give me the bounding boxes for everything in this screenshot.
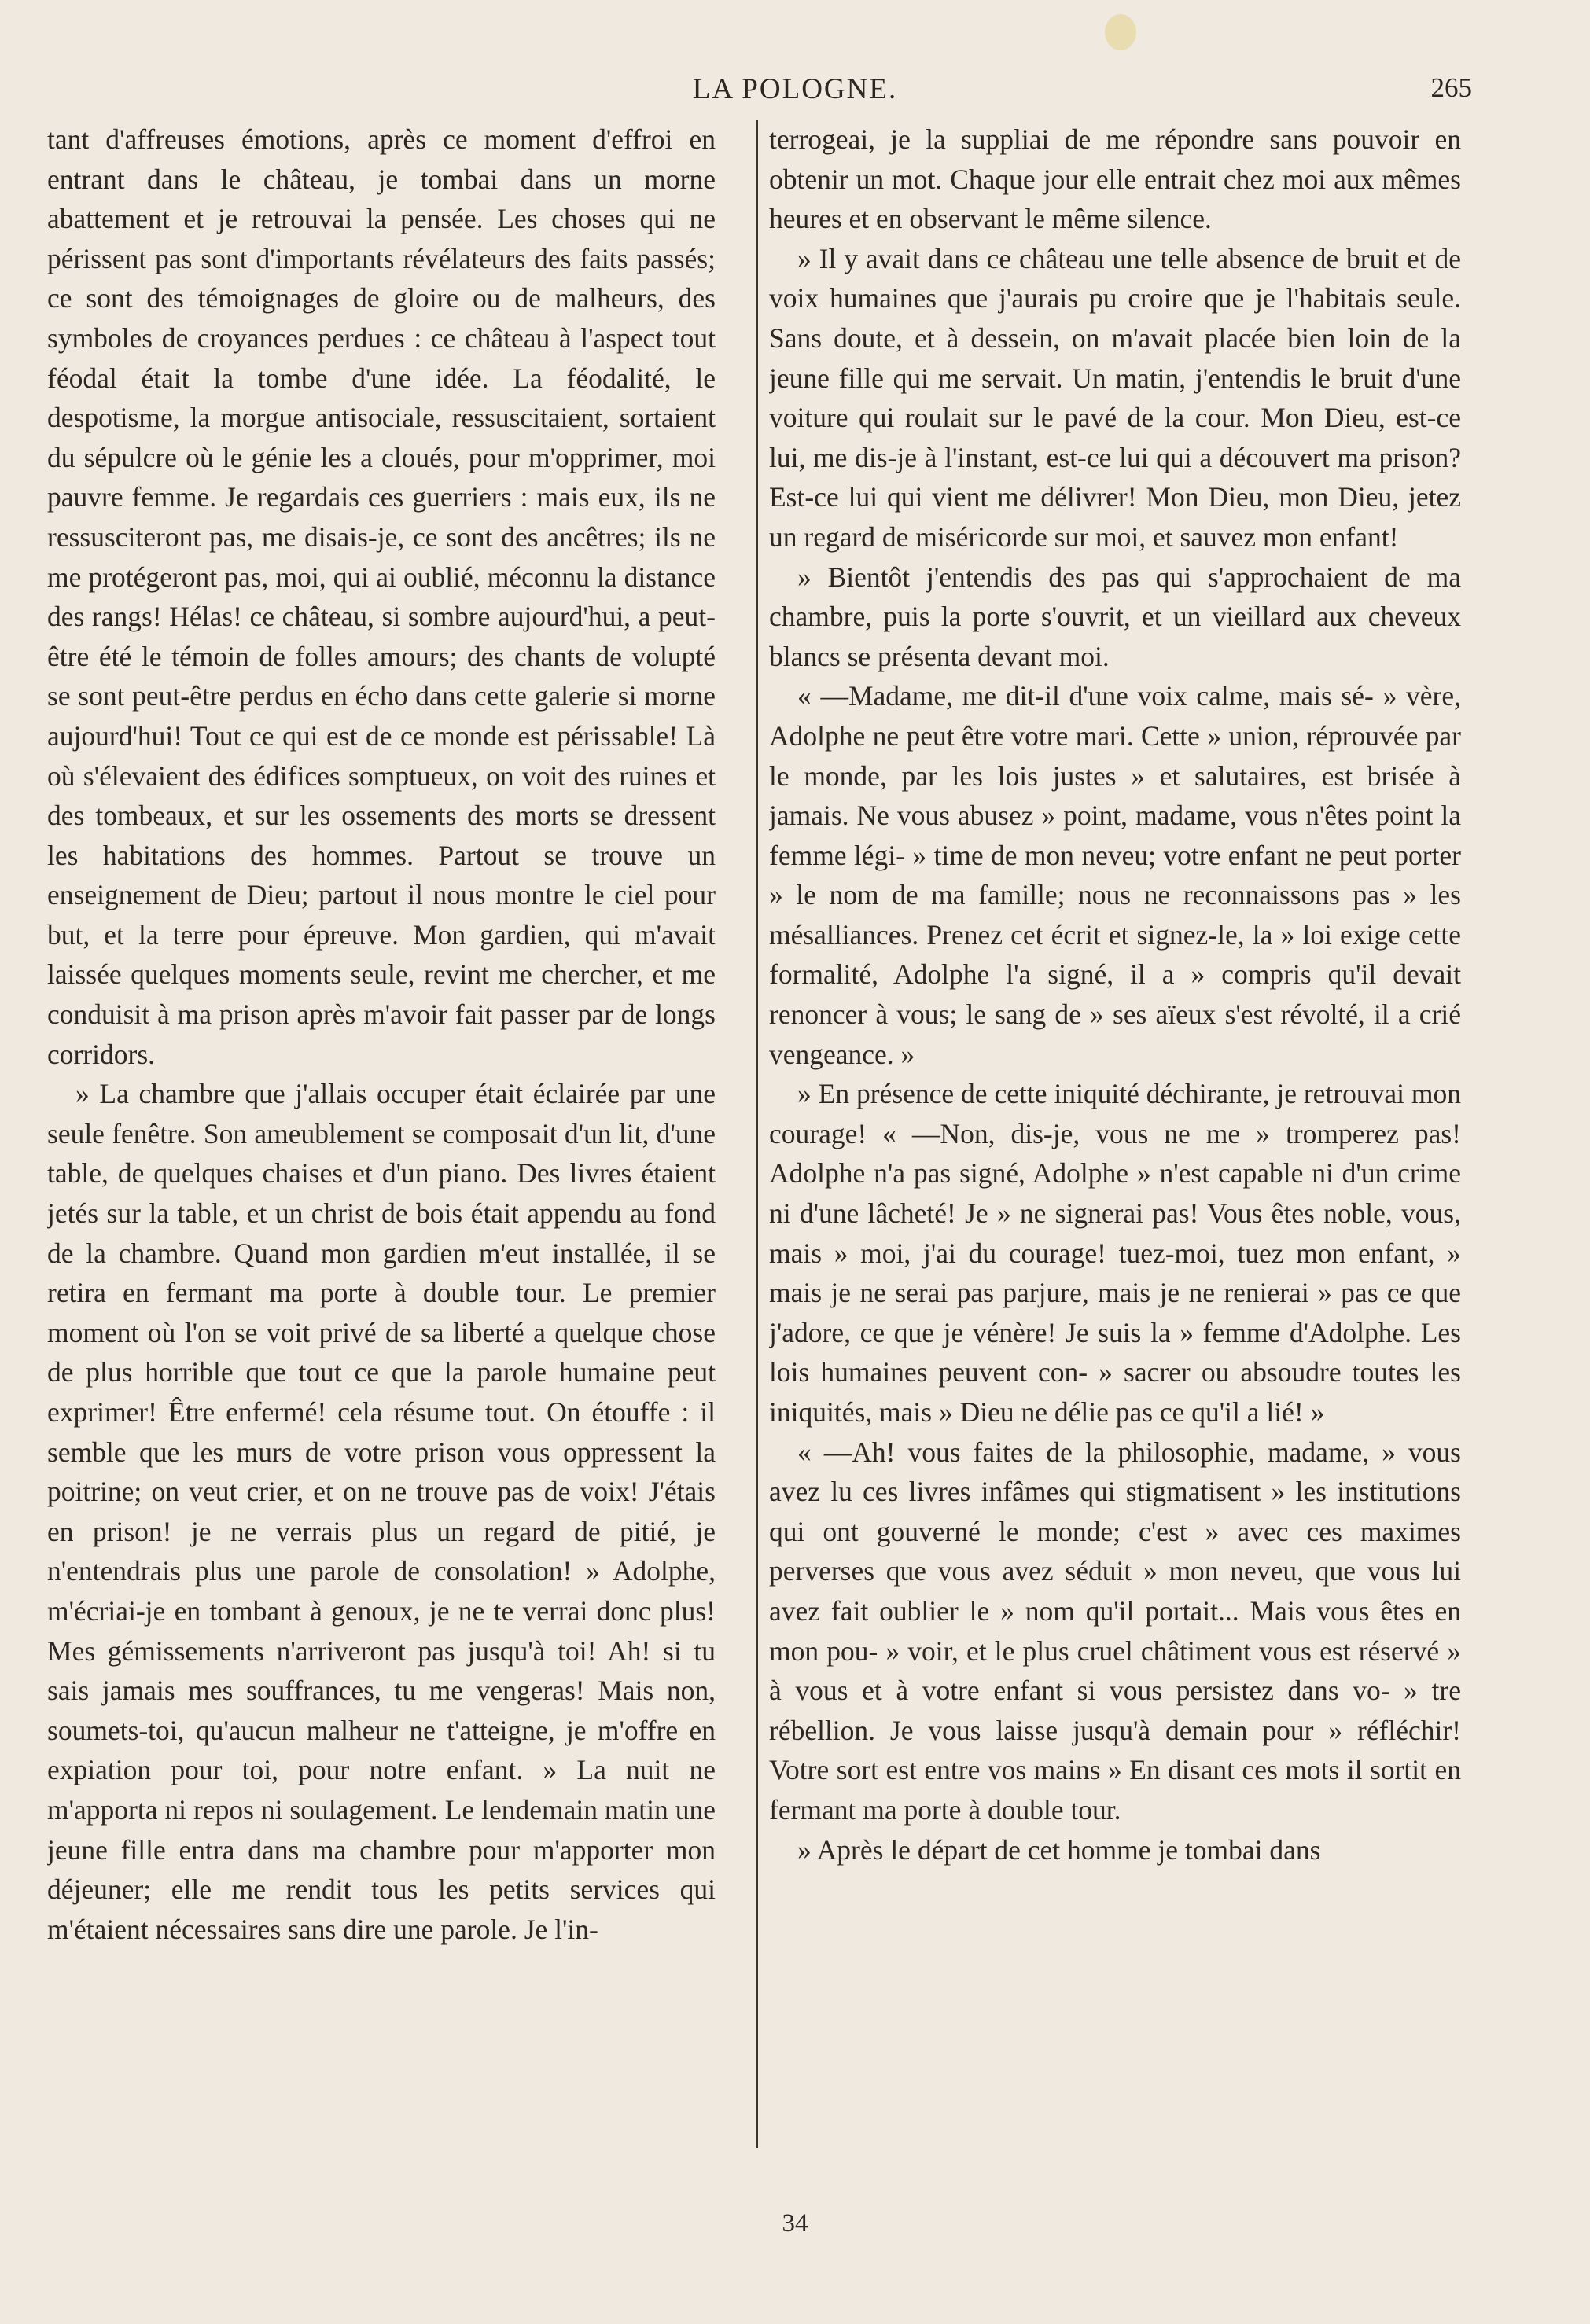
column-divider	[756, 120, 758, 2148]
paper-stain	[1105, 14, 1136, 50]
paragraph: » Il y avait dans ce château une telle absence de bruit et de voix humaines que j'aurais pu croire que je l'habitais seule. Sans doute, et à dessein, on m'avait placée bien loin de la jeune fille qui me servait. Un matin, j'entendis le bruit d'une voiture qui roulait sur le pavé de la cour. Mon Dieu, est-ce lui, me dis-je à l'instant, est-ce lui qui a découvert ma prison? Est-ce lui qui vient me délivrer! Mon Dieu, mon Dieu, jetez un regard de miséricorde sur moi, et sauvez mon enfant!	[769, 242, 1461, 553]
paragraph: tant d'affreuses émotions, après ce moment d'effroi en entrant dans le château, je tombai dans un morne abattement et je retrouvai la pensée. Les choses qui ne périssent pas sont d'importants révélateurs des faits passés; ce sont des témoignages de gloire ou de malheurs, des symboles de croyances perdues : ce château à l'aspect tout féodal était la tombe d'une idée. La féodalité, le despotisme, la morgue antisociale, ressuscitaient, sortaient du sépulcre où le génie les a cloués, pour m'opprimer, moi pauvre femme. Je regardais ces guerriers : mais eux, ils ne ressusciteront pas, me disais-je, ce sont des ancêtres; ils ne me protégeront pas, moi, qui ai oublié, méconnu la distance des rangs! Hélas! ce château, si sombre aujourd'hui, a peut-être été le témoin de folles amours; des chants de volupté se sont peut-être perdus en écho dans cette galerie si morne aujourd'hui! Tout ce qui est de ce monde est périssable! Là où s'élevaient des édifices somptueux, on voit des ruines et des tombeaux, et sur les ossements des morts se dressent les habitations des hommes. Partout se trouve un enseignement de Dieu; partout il nous montre le ciel pour but, et la terre pour épreuve. Mon gardien, qui m'avait laissée quelques moments seule, revint me chercher, et me conduisit à ma prison après m'avoir fait passer par de longs corridors.	[47, 123, 716, 1070]
paragraph: terrogeai, je la suppliai de me répondre sans pouvoir en obtenir un mot. Chaque jour elle entrait chez moi aux mêmes heures et en observant le même silence.	[769, 123, 1461, 235]
right-column	[769, 120, 1461, 2171]
paragraph: « —Ah! vous faites de la philosophie, madame, » vous avez lu ces livres infâmes qui stigmatisent » les institutions qui ont gouverné le monde; c'est » avec ces maximes perverses que vous avez séduit » mon neveu, que vous lui avez fait oublier le » nom qu'il portait... Mais vous êtes en mon pou- » voir, et le plus cruel châtiment vous est réservé » à vous et à votre enfant si vous persistez dans vo- » tre rébellion. Je vous laisse jusqu'à demain pour » réfléchir! Votre sort est entre vos mains » En disant ces mots il sortit en fermant ma porte à double tour.	[769, 1436, 1461, 1826]
paragraph: » En présence de cette iniquité déchirante, je retrouvai mon courage! « —Non, dis-je, vous ne me » tromperez pas! Adolphe n'a pas signé, Adolphe » n'est capable ni d'un crime ni d'une lâcheté! Je » ne signerai pas! Vous êtes noble, vous, mais » moi, j'ai du courage! tuez-moi, tuez mon enfant, » mais je ne serai pas parjure, mais je ne renierai » pas ce que j'adore, ce que je vénère! Je suis la » femme d'Adolphe. Les lois humaines peuvent con- » sacrer ou absoudre toutes les iniquités, mais » Dieu ne délie pas ce qu'il a lié! »	[769, 1078, 1461, 1428]
paragraph: » Bientôt j'entendis des pas qui s'approchaient de ma chambre, puis la porte s'ouvrit, et un vieillard aux cheveux blancs se présenta devant moi.	[769, 561, 1461, 672]
page-number: 265	[1430, 72, 1472, 103]
left-column	[47, 120, 716, 2171]
paragraph: » La chambre que j'allais occuper était éclairée par une seule fenêtre. Son ameublement se composait d'un lit, d'une table, de quelques chaises et d'un piano. Des livres étaient jetés sur la table, et un christ de bois était appendu au fond de la chambre. Quand mon gardien m'eut installée, il se retira en fermant ma porte à double tour. Le premier moment où l'on se voit privé de sa liberté a quelque chose de plus horrible que tout ce que la parole humaine peut exprimer! Être enfermé! cela résume tout. On étouffe : il semble que les murs de votre prison vous oppressent la poitrine; on veut crier, et on ne trouve pas de voix! J'étais en prison! je ne verrais plus un regard de pitié, je n'entendrais plus une parole de consolation! » Adolphe, m'écriai-je en tombant à genoux, je ne te verrai donc plus! Mes gémissements n'arriveront pas jusqu'à toi! Ah! si tu sais jamais mes souffrances, tu me vengeras! Mais non, soumets-toi, qu'aucun malheur ne t'atteigne, je m'offre en expiation pour toi, pour notre enfant. » La nuit ne m'apporta ni repos ni soulagement. Le lendemain matin une jeune fille entra dans ma chambre pour m'apporter mon déjeuner; elle me rendit tous les petits services qui m'étaient nécessaires sans dire une parole. Je l'in-	[47, 1078, 716, 1945]
running-title: LA POLOGNE.	[692, 73, 898, 105]
signature-mark: 34	[782, 2209, 808, 2238]
paragraph: « —Madame, me dit-il d'une voix calme, mais sé- » vère, Adolphe ne peut être votre mari. Cette » union, réprouvée par le monde, par les lois justes » et salutaires, est brisée à jamais. Ne vous abusez » point, madame, vous n'êtes point la femme légi- » time de mon neveu; votre enfant ne peut porter » le nom de ma famille; nous ne reconnaissons pas » les mésalliances. Prenez cet écrit et signez-le, la » loi exige cette formalité, Adolphe l'a signé, il a » compris qu'il devait renoncer à vous; le sang de » ses aïeux s'est révolté, il a crié vengeance. »	[769, 680, 1461, 1070]
paragraph: » Après le départ de cet homme je tombai dans	[797, 1833, 1321, 1866]
